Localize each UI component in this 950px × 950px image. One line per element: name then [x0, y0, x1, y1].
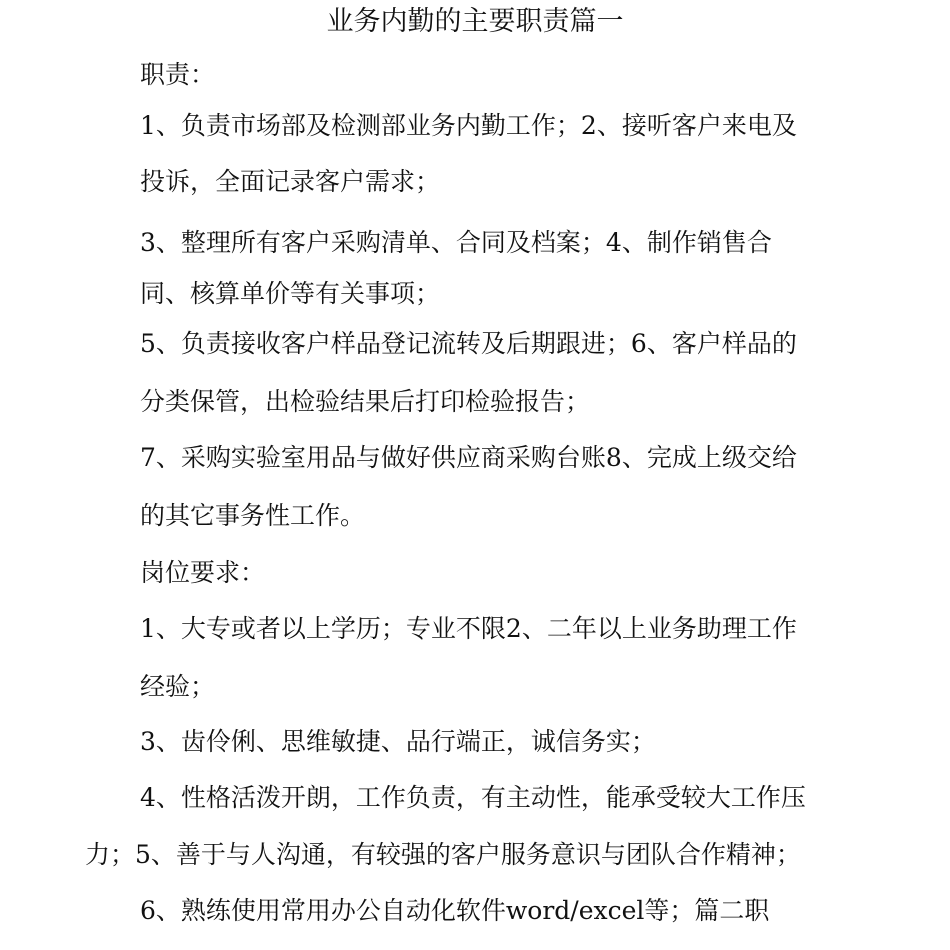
- paragraph-line: 1、负责市场部及检测部业务内勤工作；2、接听客户来电及: [140, 111, 797, 140]
- paragraph-line: 1、大专或者以上学历；专业不限2、二年以上业务助理工作: [140, 614, 797, 643]
- paragraph-line: 分类保管，出检验结果后打印检验报告；: [140, 387, 591, 416]
- section-heading: 岗位要求：: [140, 558, 266, 587]
- paragraph-line: 3、齿伶俐、思维敏捷、品行端正，诚信务实；: [140, 727, 656, 756]
- paragraph-line: 5、负责接收客户样品登记流转及后期跟进；6、客户样品的: [140, 329, 797, 358]
- paragraph-line: 投诉，全面记录客户需求；: [140, 167, 441, 196]
- paragraph-line: 6、熟练使用常用办公自动化软件word/excel等；篇二职: [140, 896, 770, 925]
- paragraph-line: 职责：: [140, 60, 216, 89]
- paragraph-line: 的其它事务性工作。: [140, 501, 366, 530]
- paragraph-line: 3、整理所有客户采购清单、合同及档案；4、制作销售合: [140, 228, 772, 257]
- paragraph-line: 经验；: [140, 672, 216, 701]
- paragraph-line: 同、核算单价等有关事项；: [140, 279, 441, 308]
- paragraph-line: 4、性格活泼开朗，工作负责，有主动性，能承受较大工作压: [140, 783, 806, 812]
- document-title: 业务内勤的主要职责篇一: [326, 6, 624, 37]
- paragraph-line: 7、采购实验室用品与做好供应商采购台账8、完成上级交给: [140, 443, 797, 472]
- paragraph-line: 力；5、善于与人沟通，有较强的客户服务意识与团队合作精神；: [85, 840, 801, 869]
